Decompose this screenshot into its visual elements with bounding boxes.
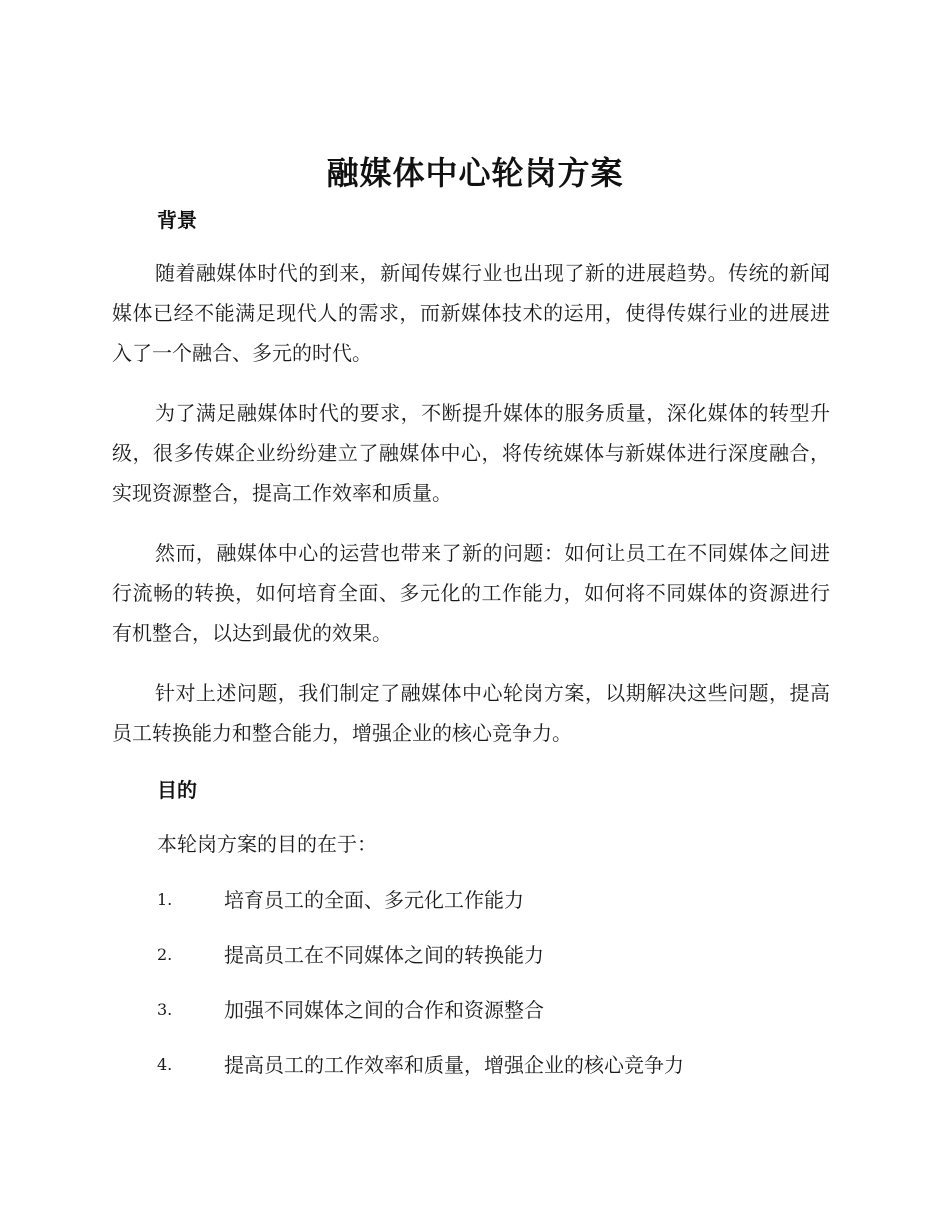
list-text: 培育员工的全面、多元化工作能力: [224, 888, 524, 912]
list-number: 3.: [157, 1000, 173, 1019]
paragraph: 随着融媒体时代的到来，新闻传媒行业也出现了新的进展趋势。传统的新闻媒体已经不能满足现代人的需求，而新媒体技术的运用，使得传媒行业的进展进入了一个融合、多元的时代。: [112, 261, 830, 365]
paragraph: 然而，融媒体中心的运营也带来了新的问题：如何让员工在不同媒体之间进行流畅的转换，如何培育全面、多元化的工作能力，如何将不同媒体的资源进行有机整合，以达到最优的效果。: [112, 541, 830, 645]
list-number: 2.: [157, 945, 173, 964]
paragraph: 为了满足融媒体时代的要求，不断提升媒体的服务质量，深化媒体的转型升级，很多传媒企业纷纷建立了融媒体中心，将传统媒体与新媒体进行深度融合，实现资源整合，提高工作效率和质量。: [112, 401, 830, 505]
list-text: 加强不同媒体之间的合作和资源整合: [224, 998, 544, 1022]
list-item: [157, 1045, 684, 1100]
document-title: 融媒体中心轮岗方案: [326, 154, 624, 192]
list-number: 4.: [157, 1055, 173, 1074]
paragraph: 针对上述问题，我们制定了融媒体中心轮岗方案，以期解决这些问题，提高员工转换能力和整合能力，增强企业的核心竞争力。: [112, 681, 830, 745]
list-text: 提高员工在不同媒体之间的转换能力: [224, 943, 544, 967]
list-item: [157, 990, 684, 1045]
list-text: 提高员工的工作效率和质量，增强企业的核心竞争力: [224, 1053, 684, 1077]
purpose-list: [157, 880, 684, 1100]
list-item: [157, 880, 684, 935]
section-heading-purpose: 目的: [157, 778, 197, 802]
section-heading-background: 背景: [157, 208, 197, 232]
list-number: 1.: [157, 890, 173, 909]
list-item: [157, 935, 684, 990]
purpose-intro: 本轮岗方案的目的在于：: [157, 832, 377, 856]
